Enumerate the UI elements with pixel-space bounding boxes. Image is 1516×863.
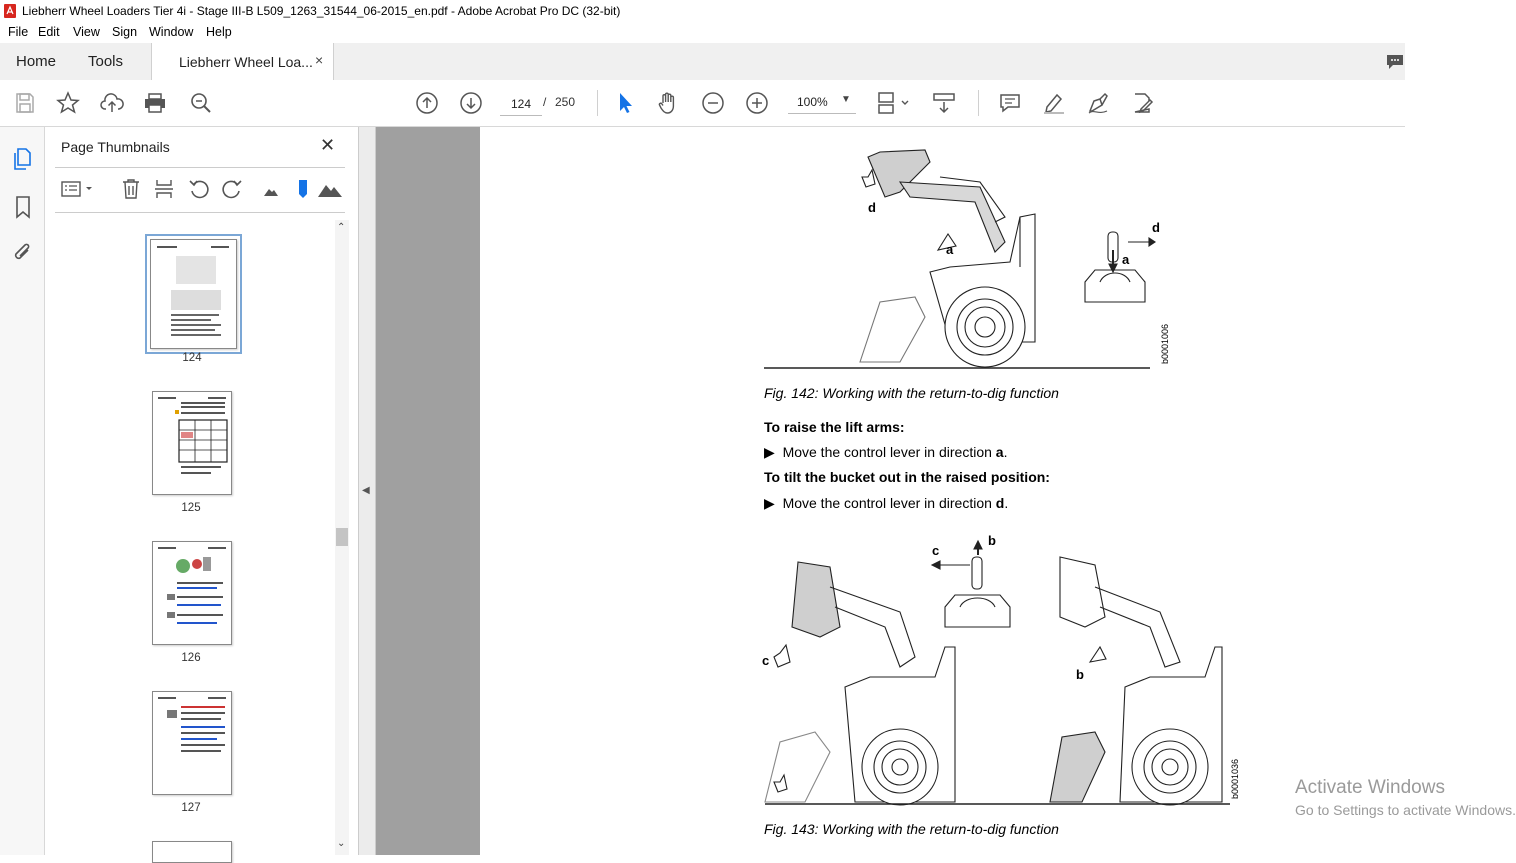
thumbnail-size-slider-icon[interactable] — [297, 178, 309, 200]
panel-divider — [55, 212, 345, 213]
acrobat-app-icon — [4, 4, 16, 18]
rotate-clockwise-icon[interactable] — [221, 178, 243, 200]
menu-edit[interactable]: Edit — [38, 25, 60, 39]
bookmarks-icon[interactable] — [14, 195, 32, 219]
figure-142-illustration — [750, 142, 1180, 372]
menu-window[interactable]: Window — [149, 25, 194, 39]
label-b: b — [988, 533, 996, 548]
print-icon[interactable] — [143, 91, 167, 115]
label-c: c — [762, 653, 770, 668]
menu-view[interactable]: View — [73, 25, 100, 39]
thumbnail-page-number: 124 — [182, 352, 202, 364]
bullet-triangle-icon: ▶ — [764, 444, 775, 460]
tab-bar — [0, 43, 1405, 81]
split-page-icon[interactable] — [154, 178, 174, 200]
step-2: ▶ Move the control lever in direction d. — [764, 495, 1009, 511]
scroll-up-icon[interactable]: ⌃ — [337, 222, 346, 233]
figure-143-illustration — [760, 527, 1260, 812]
activate-windows-watermark: Activate Windows — [1295, 777, 1445, 798]
page-thumbnails-icon[interactable] — [12, 147, 34, 171]
label-a: a — [1122, 252, 1130, 267]
tab-home[interactable]: Home — [16, 53, 57, 70]
thumbnail-preview — [151, 240, 236, 348]
label-a: a — [946, 242, 954, 257]
next-page-icon[interactable] — [459, 91, 483, 115]
navigation-rail — [0, 127, 45, 855]
figure-143-caption: Fig. 143: Working with the return-to-dig function — [764, 821, 1059, 837]
rotate-counterclockwise-icon[interactable] — [188, 178, 210, 200]
step-2-text: Move the control lever in direction — [782, 495, 996, 511]
tab-document[interactable] — [151, 43, 334, 80]
label-d: d — [868, 200, 876, 215]
page-gutter — [376, 127, 480, 855]
zoom-search-icon[interactable] — [189, 91, 213, 115]
thumbnail-page-number: 125 — [181, 502, 201, 514]
close-panel-icon[interactable]: ✕ — [320, 135, 336, 155]
toolbar-divider — [978, 90, 979, 116]
thumbnail-options-icon[interactable] — [61, 180, 97, 198]
zoom-out-icon[interactable] — [701, 91, 725, 115]
page-number-input[interactable] — [500, 92, 542, 116]
highlight-pen-icon[interactable] — [1042, 91, 1066, 115]
page-thumbnail[interactable] — [152, 841, 232, 863]
label-b: b — [1076, 667, 1084, 682]
scroll-down-icon[interactable]: ⌄ — [337, 838, 346, 849]
thumbnail-preview — [153, 692, 231, 794]
reduce-thumbnails-icon[interactable] — [263, 185, 279, 197]
thumbnail-page-number: 126 — [181, 652, 201, 664]
page-display-icon[interactable] — [876, 91, 912, 115]
page-thumbnail[interactable] — [152, 391, 232, 495]
select-pointer-icon[interactable] — [613, 91, 637, 115]
figure-code: b0001036 — [1230, 758, 1240, 799]
heading-raise-lift-arms: To raise the lift arms: — [764, 419, 905, 435]
window-title: Liebherr Wheel Loaders Tier 4i - Stage III-B L509_1263_31544_06-2015_en.pdf - Adobe Acrobat Pro DC (32-bit) — [22, 4, 621, 18]
document-page — [480, 127, 1516, 855]
panel-collapse-strip[interactable] — [359, 127, 376, 855]
page-thumbnail[interactable] — [152, 691, 232, 795]
activate-windows-subtext: Go to Settings to activate Windows. — [1295, 802, 1516, 818]
zoom-select[interactable] — [788, 92, 856, 114]
hand-tool-icon[interactable] — [656, 91, 680, 115]
figure-142-caption: Fig. 142: Working with the return-to-dig function — [764, 385, 1059, 401]
comment-icon[interactable] — [998, 91, 1022, 115]
label-c: c — [932, 543, 940, 558]
toolbar-divider — [597, 90, 598, 116]
figure-code: b0001006 — [1160, 323, 1170, 364]
scrolling-mode-icon[interactable] — [932, 91, 956, 115]
collapse-arrow-icon[interactable]: ◀ — [362, 485, 370, 496]
page-thumbnails-panel — [45, 127, 359, 855]
step-1-text: Move the control lever in direction — [782, 444, 996, 460]
page-separator: / — [543, 95, 547, 109]
previous-page-icon[interactable] — [415, 91, 439, 115]
chevron-down-icon: ▼ — [841, 94, 851, 105]
delete-page-icon[interactable] — [121, 178, 141, 200]
thumbnail-preview — [153, 392, 231, 494]
step-1-direction: a — [995, 444, 1004, 460]
scrollbar-thumb[interactable] — [336, 528, 348, 546]
bullet-triangle-icon: ▶ — [764, 495, 775, 511]
step-2-direction: d — [995, 495, 1005, 511]
page-thumbnail[interactable] — [150, 239, 237, 349]
comment-bubble-icon[interactable] — [1385, 52, 1405, 72]
menu-file[interactable]: File — [8, 25, 29, 39]
upload-cloud-icon[interactable] — [100, 91, 124, 115]
save-icon[interactable] — [13, 91, 37, 115]
enlarge-thumbnails-icon[interactable] — [317, 180, 343, 198]
edit-document-icon[interactable] — [1130, 91, 1154, 115]
attachments-icon[interactable] — [12, 240, 34, 264]
zoom-value: 100% — [797, 95, 828, 109]
thumbnail-preview — [153, 542, 231, 644]
zoom-in-icon[interactable] — [745, 91, 769, 115]
menu-sign[interactable]: Sign — [112, 25, 138, 39]
step-1: ▶ Move the control lever in direction a. — [764, 444, 1008, 460]
thumbnail-page-number: 127 — [181, 802, 201, 814]
heading-tilt-bucket: To tilt the bucket out in the raised position: — [764, 469, 1050, 485]
tab-document-label: Liebherr Wheel Loa... — [179, 54, 313, 70]
panel-title: Page Thumbnails — [61, 139, 170, 155]
page-thumbnail[interactable] — [152, 541, 232, 645]
page-total: 250 — [555, 95, 576, 109]
title-bar — [0, 0, 1405, 24]
toolbar — [0, 80, 1405, 127]
star-bookmark-icon[interactable] — [56, 91, 80, 115]
tab-close-icon[interactable]: × — [315, 52, 324, 68]
panel-divider — [55, 167, 345, 168]
tab-tools[interactable]: Tools — [88, 53, 124, 70]
label-d: d — [1152, 220, 1160, 235]
thumbnail-scrollbar[interactable] — [335, 220, 349, 855]
menu-bar — [0, 23, 1405, 43]
menu-help[interactable]: Help — [206, 25, 232, 39]
sign-pen-icon[interactable] — [1086, 91, 1110, 115]
